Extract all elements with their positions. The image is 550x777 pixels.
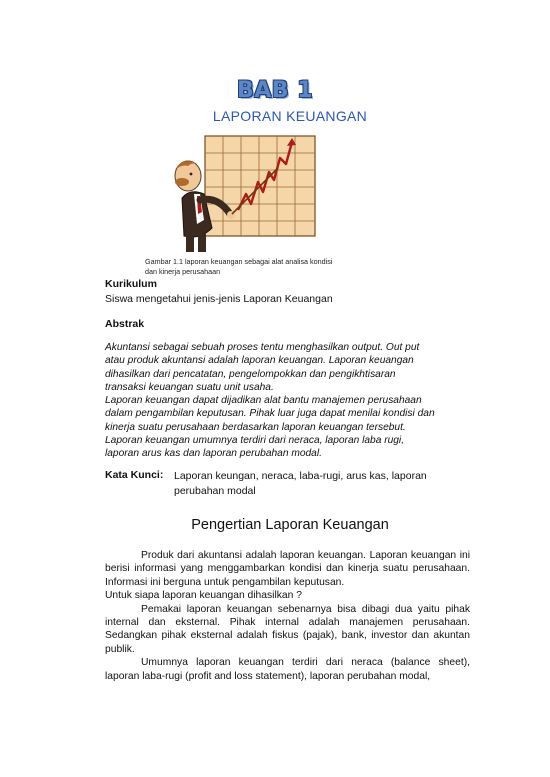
keywords-line: perubahan modal <box>174 484 256 497</box>
keywords-value <box>174 469 454 498</box>
abstract-line: dalam pengambilan keputusan. Pihak luar juga dapat menilai kondisi dan <box>105 408 435 420</box>
abstract-line: atau produk akuntansi adalah laporan keuangan. Laporan keuangan <box>105 355 414 367</box>
caption-line: dan kinerja perusahaan <box>145 267 221 276</box>
abstract-line: Akuntansi sebagai sebuah proses tentu menghasilkan output. Out put <box>105 342 420 353</box>
page-title: LAPORAN KEUANGAN <box>212 108 368 124</box>
paragraph: Untuk siapa laporan keuangan dihasilkan ? <box>105 590 302 602</box>
abstract-line: Laporan keuangan dapat dijadikan alat bantu manajemen perusahaan <box>105 395 422 407</box>
keywords-line: Laporan keungan, neraca, laba-rugi, arus kas, laporan <box>174 470 427 482</box>
businessman-chart-icon <box>160 128 320 256</box>
paragraph: Umumnya laporan keuangan terdiri dari neraca (balance sheet), laporan laba-rugi (profit and loss statement), laporan perubahan modal, <box>105 657 470 682</box>
figure-caption <box>145 257 375 277</box>
abstract-line: laporan arus kas dan laporan perubahan modal. <box>105 448 322 460</box>
abstract-line: dihasilkan dari pencatatan, pengelompokkan dan pengikhtisaran <box>105 368 396 380</box>
kurikulum-text: Siswa mengetahui jenis-jenis Laporan Keuangan <box>105 293 333 305</box>
abstract-body <box>105 341 450 461</box>
abstract-line: Laporan keuangan umumnya terdiri dari neraca, laporan laba rugi, <box>105 435 405 447</box>
caption-line: Gambar 1.1 laporan keuangan sebagai alat analisa kondisi <box>145 257 333 266</box>
abstrak-heading: Abstrak <box>105 318 145 330</box>
paragraph: Pemakai laporan keuangan sebenarnya bisa dibagi dua yaitu pihak internal dan eksternal. Pihak internal adalah manajemen perusahaan. Sedangkan pihak eksternal adalah fiskus (pajak), bank, investor dan akuntan publik. <box>105 603 470 655</box>
abstract-line: kinerja suatu perusahaan berdasarkan laporan keuangan tersebut. <box>105 421 406 433</box>
abstract-line: transaksi keuangan suatu unit usaha. <box>105 381 274 393</box>
chapter-heading: BAB 1 <box>236 78 314 103</box>
section-body <box>105 549 470 683</box>
kurikulum-heading: Kurikulum <box>105 278 157 290</box>
paragraph: Produk dari akuntansi adalah laporan keuangan. Laporan keuangan ini berisi informasi yang menggambarkan kondisi dan kinerja suatu perusahaan. Informasi ini berguna untuk pengambilan keputusan. <box>105 550 470 588</box>
keywords-label: Kata Kunci: <box>105 469 164 481</box>
section-title: Pengertian Laporan Keuangan <box>191 517 389 533</box>
